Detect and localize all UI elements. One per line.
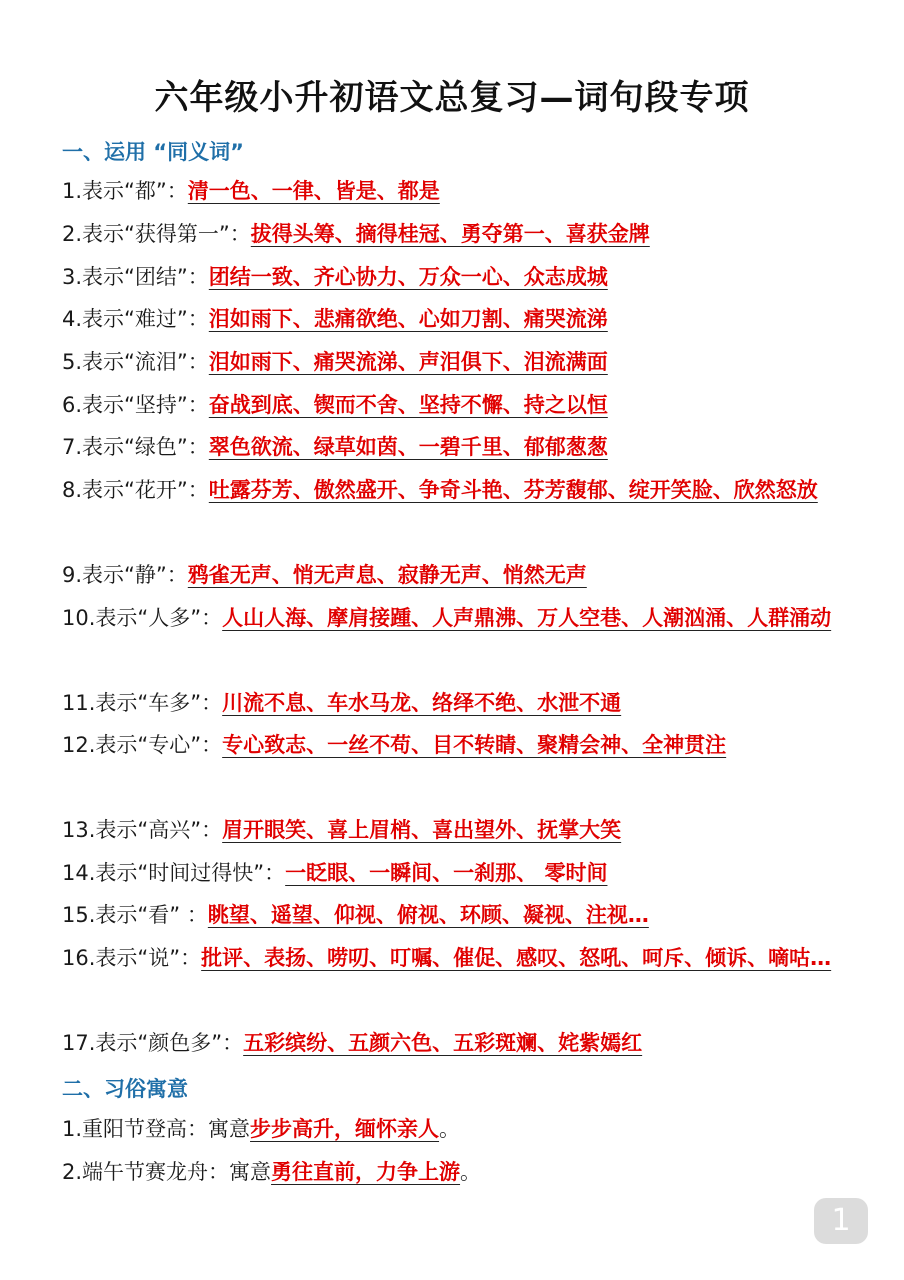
list-item [62,256,862,298]
item-prefix: 4.表示“难过”： [62,307,209,331]
list-item [62,298,862,340]
item-prefix: 11.表示“车多”： [62,691,223,715]
item-prefix: 1.重阳节登高：寓意 [62,1117,251,1141]
item-answer: 批评、表扬、唠叨、叮嘱、催促、感叹、怒吼、呵斥、倾诉、嘀咕… [201,946,832,970]
list-item [62,341,862,383]
list-item [62,597,862,639]
item-answer: 川流不息、车水马龙、络绎不绝、水泄不通 [222,691,622,715]
list-item [62,1022,862,1064]
item-answer: 眉开眼笑、喜上眉梢、喜出望外、抚掌大笑 [222,818,622,842]
item-prefix: 2.表示“获得第一”： [62,222,251,246]
item-answer: 翠色欲流、绿草如茵、一碧千里、郁郁葱葱 [208,435,608,459]
item-prefix: 2.端午节赛龙舟：寓意 [62,1160,272,1184]
item-prefix: 7.表示“绿色”： [62,435,209,459]
section-heading-synonyms: 一、运用 “同义词” [62,140,244,164]
list-item [62,170,862,212]
list-item [62,809,862,851]
item-answer: 一眨眼、一瞬间、一刹那、 零时间 [285,861,608,885]
item-answer: 泪如雨下、悲痛欲绝、心如刀割、痛哭流涕 [208,307,608,331]
item-answer: 鸦雀无声、悄无声息、寂静无声、悄然无声 [187,563,587,587]
list-item [62,682,862,724]
item-suffix: 。 [439,1117,461,1141]
list-item [62,894,862,936]
item-prefix: 10.表示“人多”： [62,606,223,630]
list-item [62,384,862,426]
list-item [62,426,862,468]
item-prefix: 13.表示“高兴”： [62,818,223,842]
item-answer: 专心致志、一丝不苟、目不转睛、聚精会神、全神贯注 [222,733,727,757]
item-prefix: 1.表示“都”： [62,179,188,203]
item-answer: 泪如雨下、痛哭流涕、声泪俱下、泪流满面 [208,350,608,374]
item-prefix: 12.表示“专心”： [62,733,223,757]
list-item [62,852,862,894]
item-prefix: 17.表示“颜色多”： [62,1031,244,1055]
section-heading-customs: 二、习俗寓意 [62,1077,188,1101]
list-item [62,469,862,511]
list-item [62,1151,862,1193]
item-prefix: 8.表示“花开”： [62,478,209,502]
item-prefix: 15.表示“看” ： [62,903,208,927]
item-prefix: 9.表示“静”： [62,563,188,587]
item-suffix: 。 [460,1160,482,1184]
item-prefix: 5.表示“流泪”： [62,350,209,374]
list-item [62,724,862,766]
list-item [62,213,862,255]
item-answer: 奋战到底、锲而不舍、坚持不懈、持之以恒 [208,393,608,417]
item-answer: 团结一致、齐心协力、万众一心、众志成城 [208,265,608,289]
item-answer: 步步高升，缅怀亲人 [250,1117,440,1141]
list-item [62,554,862,596]
item-prefix: 16.表示“说”： [62,946,202,970]
page-number-badge: 1 [814,1198,868,1244]
list-item [62,1108,862,1150]
item-answer: 清一色、一律、皆是、都是 [187,179,440,203]
item-prefix: 6.表示“坚持”： [62,393,209,417]
item-answer: 拔得头筹、摘得桂冠、勇夺第一、喜获金牌 [250,222,650,246]
item-prefix: 14.表示“时间过得快”： [62,861,286,885]
item-answer: 人山人海、摩肩接踵、人声鼎沸、万人空巷、人潮汹涌、人群涌动 [222,606,832,630]
item-answer: 勇往直前，力争上游 [271,1160,461,1184]
item-answer: 吐露芬芳、傲然盛开、争奇斗艳、芬芳馥郁、绽开笑脸、欣然怒放 [208,478,818,502]
item-prefix: 3.表示“团结”： [62,265,209,289]
item-answer: 五彩缤纷、五颜六色、五彩斑斓、姹紫嫣红 [243,1031,643,1055]
item-answer: 眺望、遥望、仰视、俯视、环顾、凝视、注视… [207,903,649,927]
list-item [62,937,862,979]
page-title: 六年级小升初语文总复习—词句段专项 [154,78,750,118]
